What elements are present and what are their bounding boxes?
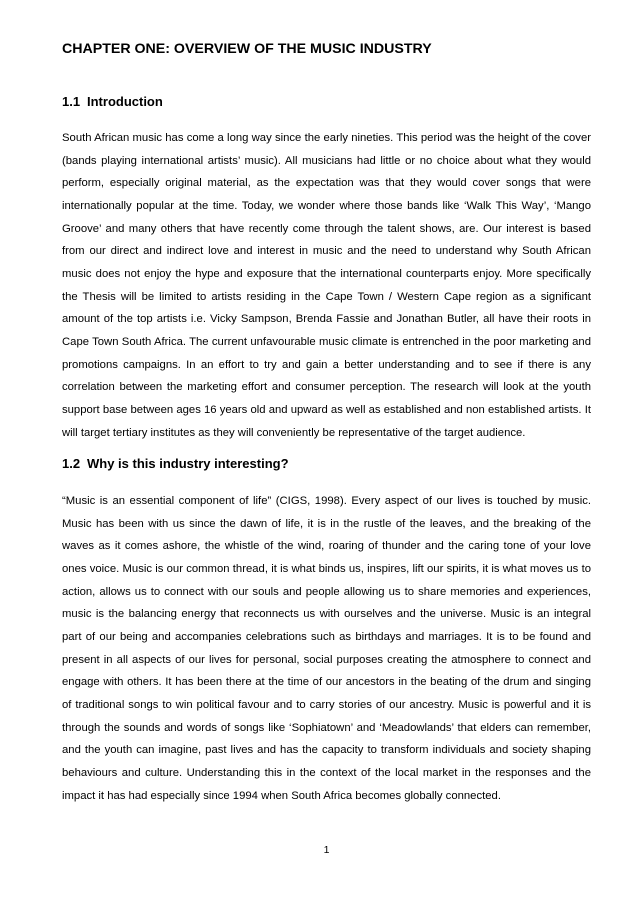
section-number: 1.1 — [62, 94, 81, 109]
section-heading-introduction — [62, 94, 163, 109]
section-heading-why-interesting — [62, 456, 289, 471]
document-page — [62, 0, 591, 903]
section-title: Introduction — [87, 94, 163, 109]
chapter-title: CHAPTER ONE: OVERVIEW OF THE MUSIC INDUSTRY — [62, 41, 432, 57]
section-number: 1.2 — [62, 456, 81, 471]
introduction-paragraph: South African music has come a long way since the early nineties. This period was the height of the cover (bands playing international artists’ music). All musicians had little or no choice about what they would perform, especially original material, as the expectation was that they would cover songs that were internationally popular at the time. Today, we wonder where those bands like ‘Walk This Way’, ‘Mango Groove’ and many others that have recently come through the talent shows, are. Our interest is based from our direct and indirect love and interest in music and the need to understand why South African music does not enjoy the hype and exposure that the international counterparts enjoy. More specifically the Thesis will be limited to artists residing in the Cape Town / Western Cape region as a significant amount of the top artists i.e. Vicky Sampson, Brenda Fassie and Jonathan Butler, all have their roots in Cape Town South Africa. The current unfavourable music climate is entrenched in the poor marketing and promotions campaigns. In an effort to try and gain a better understanding and to see if there is any correlation between the marketing effort and consumer perception. The research will look at the youth support base between ages 16 years old and upward as well as established and non established artists. It will target tertiary institutes as they will conveniently be representative of the target audience. — [62, 132, 591, 439]
why-interesting-paragraph: “Music is an essential component of life” (CIGS, 1998). Every aspect of our lives is touched by music. Music has been with us since the dawn of life, it is in the rustle of the leaves, and the breaking of the waves as it comes ashore, the whistle of the wind, roaring of thunder and the caring tone of your love ones voice. Music is our common thread, it is what binds us, inspires, lift our spirits, it is what moves us to action, allows us to connect with our souls and people allowing us to share memories and experiences, music is the balancing energy that reconnects us with ourselves and the universe. Music is an integral part of our being and accompanies celebrations such as birthdays and marriages. It is to be found and present in all aspects of our lives for personal, social purposes creating the atmosphere to connect and engage with others. It has been there at the time of our ancestors in the beating of the drum and singing of traditional songs to win political favour and to carry stories of our ancestry. Music is powerful and it is through the sounds and words of songs like ‘Sophiatown’ and ‘Meadowlands’ that elders can remember, and the youth can imagine, past lives and has the capacity to transform individuals and society shaping behaviours and culture. Understanding this in the context of the local market in the responses and the impact it has had especially since 1994 when South Africa becomes globally connected. — [62, 495, 591, 802]
section-title: Why is this industry interesting? — [87, 456, 289, 471]
page-number: 1 — [323, 844, 330, 856]
